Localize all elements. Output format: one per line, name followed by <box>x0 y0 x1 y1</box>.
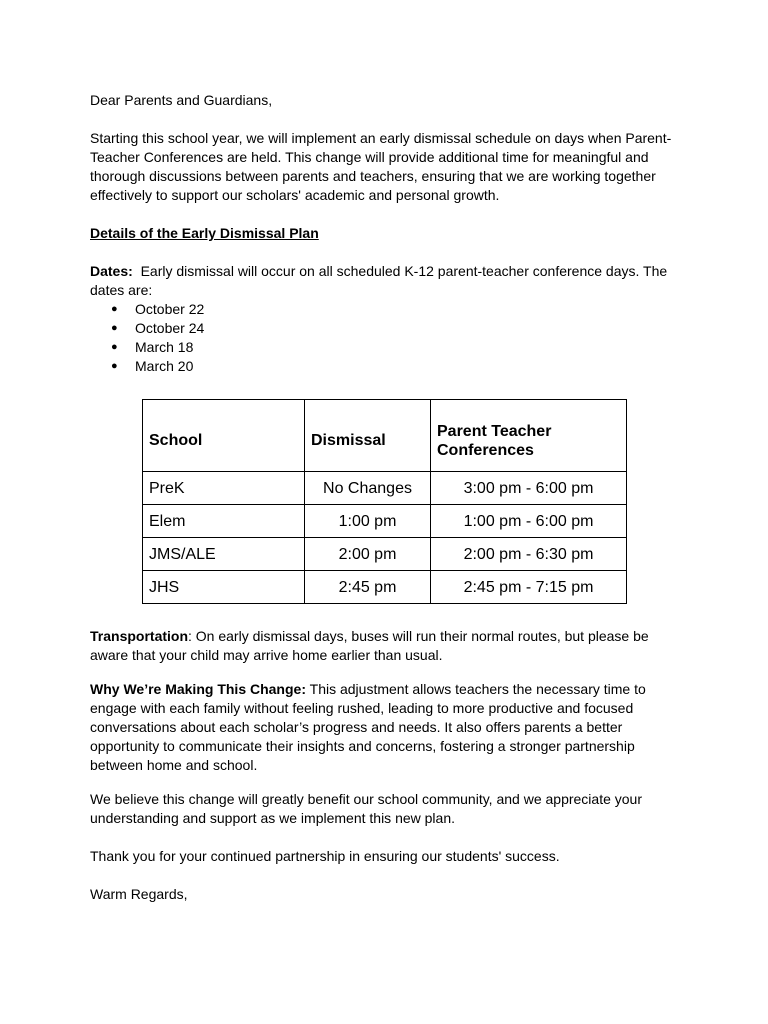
date-item: October 22 <box>135 301 205 317</box>
header-school: School <box>143 400 305 472</box>
intro-paragraph: Starting this school year, we will implement an early dismissal schedule on days when Parent-Teacher Conferences are held. This change will provide additional time for meaningful and thorough discussions between parents and teachers, ensuring that we are working together effectively to support our scholars' academic and personal growth. <box>90 130 672 203</box>
list-item <box>90 319 682 338</box>
cell-school: JHS <box>143 571 305 604</box>
cell-school: Elem <box>143 505 305 538</box>
date-list <box>90 300 682 376</box>
date-item: March 20 <box>135 358 194 374</box>
cell-conferences: 2:45 pm - 7:15 pm <box>431 571 627 604</box>
table-row <box>143 571 627 604</box>
why-text: This adjustment allows teachers the necessary time to engage with each family without feeling rushed, leading to more productive and focused conversations about each scholar’s progress and needs. It also offers parents a better opportunity to communicate their insights and concerns, fostering a stronger partnership between home and school. <box>90 681 646 773</box>
believe-paragraph: We believe this change will greatly benefit our school community, and we appreciate your understanding and support as we implement this new plan. <box>90 791 642 826</box>
cell-dismissal: 2:45 pm <box>305 571 431 604</box>
bullet-icon: ● <box>111 360 118 372</box>
bullet-icon: ● <box>111 322 118 334</box>
dates-label: Dates: <box>90 263 133 279</box>
list-item <box>90 338 682 357</box>
date-item: October 24 <box>135 320 205 336</box>
cell-conferences: 1:00 pm - 6:00 pm <box>431 505 627 538</box>
table-row <box>143 538 627 571</box>
table-row <box>143 505 627 538</box>
header-conferences: Parent Teacher Conferences <box>431 400 627 472</box>
section-title: Details of the Early Dismissal Plan <box>90 225 319 241</box>
transportation-text: : On early dismissal days, buses will run their normal routes, but please be aware that your child may arrive home earlier than usual. <box>90 628 649 663</box>
transportation-label: Transportation <box>90 628 189 644</box>
transportation-paragraph <box>90 627 682 665</box>
closing: Warm Regards, <box>90 886 188 902</box>
cell-dismissal: No Changes <box>305 472 431 505</box>
bullet-icon: ● <box>111 341 118 353</box>
schedule-table <box>142 399 627 604</box>
cell-dismissal: 2:00 pm <box>305 538 431 571</box>
thanks-paragraph: Thank you for your continued partnership in ensuring our students' success. <box>90 848 560 864</box>
date-item: March 18 <box>135 339 194 355</box>
dates-text: Early dismissal will occur on all scheduled K-12 parent-teacher conference days. The dates are: <box>90 263 672 298</box>
cell-school: JMS/ALE <box>143 538 305 571</box>
table-header-row <box>143 400 627 472</box>
cell-conferences: 3:00 pm - 6:00 pm <box>431 472 627 505</box>
header-dismissal: Dismissal <box>305 400 431 472</box>
table-row <box>143 472 627 505</box>
list-item <box>90 357 682 376</box>
list-item <box>90 300 682 319</box>
cell-conferences: 2:00 pm - 6:30 pm <box>431 538 627 571</box>
bullet-icon: ● <box>111 303 118 315</box>
salutation: Dear Parents and Guardians, <box>90 92 273 108</box>
dates-paragraph <box>90 262 682 300</box>
cell-dismissal: 1:00 pm <box>305 505 431 538</box>
cell-school: PreK <box>143 472 305 505</box>
why-label: Why We’re Making This Change: <box>90 681 306 697</box>
why-paragraph <box>90 680 682 775</box>
